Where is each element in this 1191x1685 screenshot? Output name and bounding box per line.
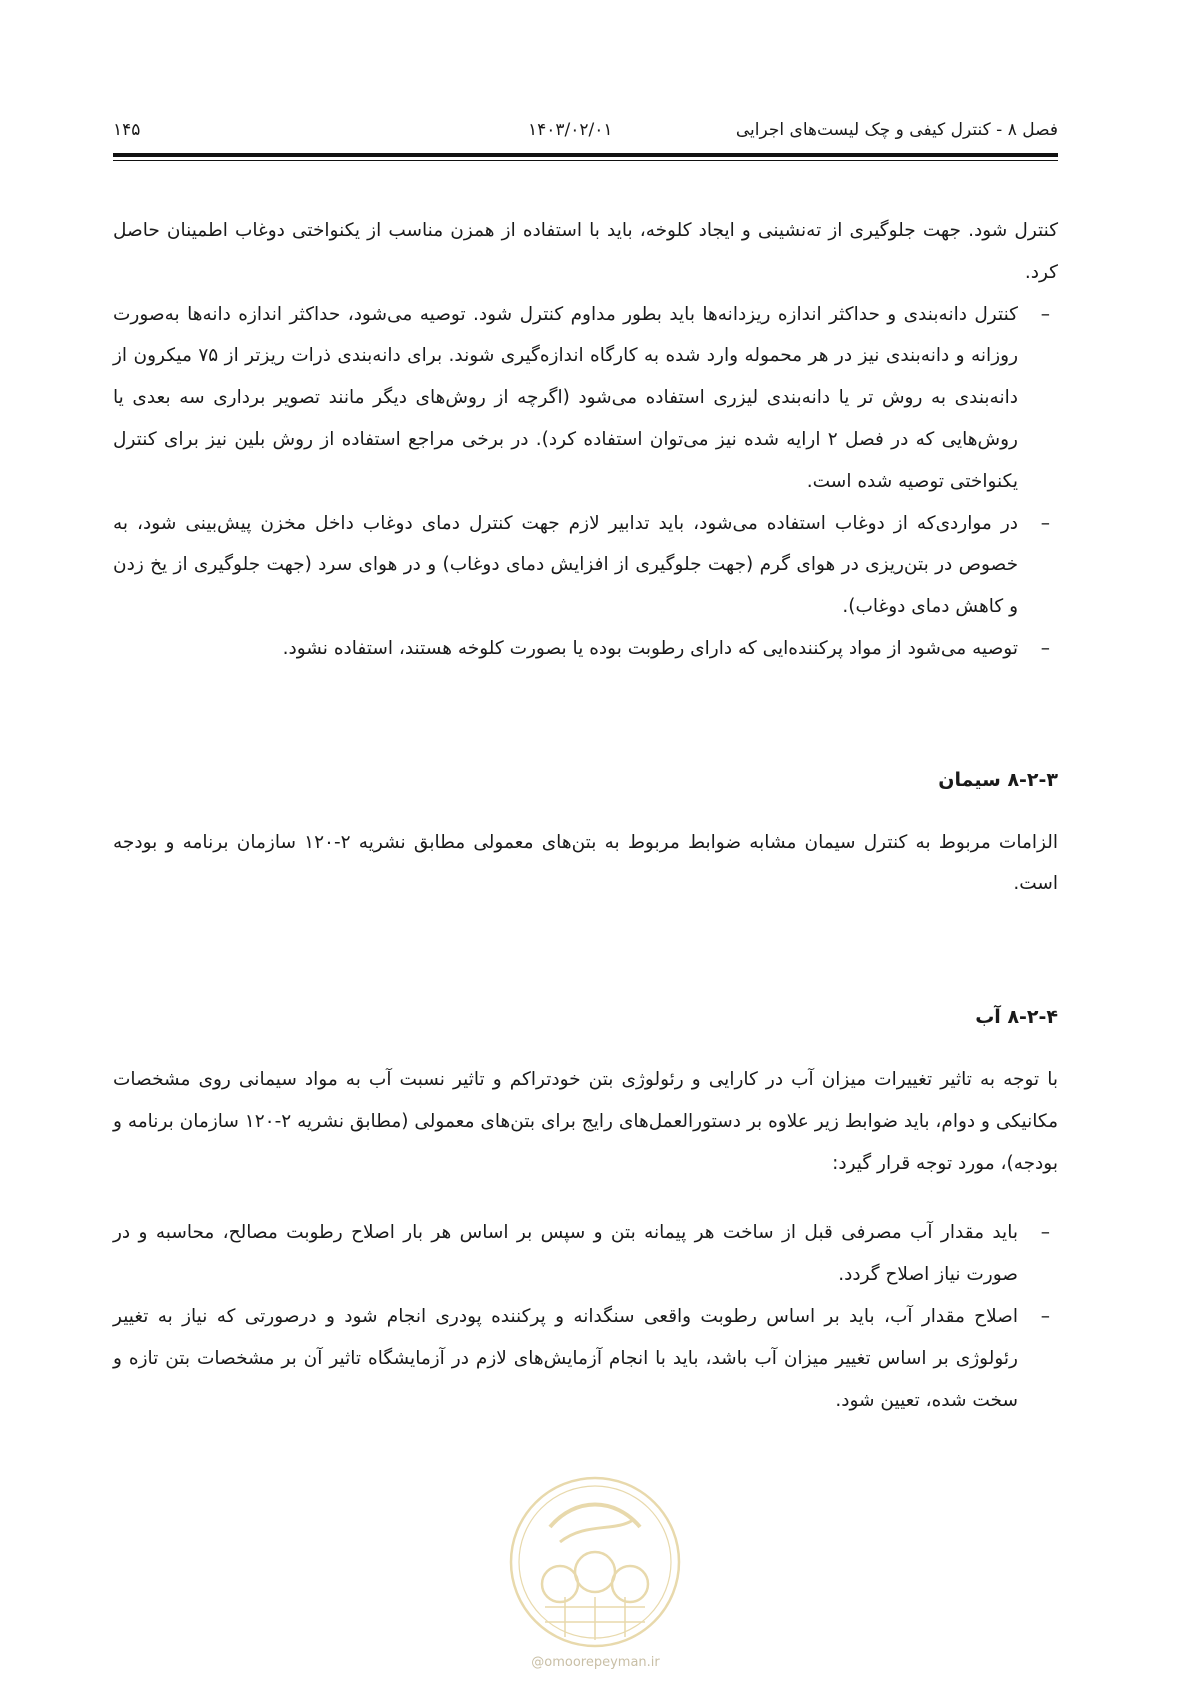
dash-bullet: – [1040, 303, 1050, 325]
dash-bullet: – [1040, 1305, 1050, 1327]
cement-heading: ۸-۲-۳ سیمان [938, 768, 1058, 791]
dash-bullet: – [1040, 1222, 1050, 1244]
list-item-text: باید مقدار آب مصرفی قبل از ساخت هر پیمانه بتن و سپس بر اساس هر بار اصلاح رطوبت مصالح، محاسبه و در صورت نیاز اصلاح گردد. [113, 1222, 1018, 1286]
watermark-seal [505, 1472, 685, 1652]
page-body [113, 210, 1058, 1421]
header-date: ۱۴۰۳/۰۲/۰۱ [528, 120, 613, 140]
dash-bullet: – [1040, 512, 1050, 534]
page-number: ۱۴۵ [113, 120, 141, 140]
list-item-text: کنترل دانه‌بندی و حداکثر اندازه ریزدانه‌ها باید بطور مداوم کنترل شود. توصیه می‌شود، حداکثر اندازه دانه‌ها به‌صورت روزانه و دانه‌بندی نیز در هر محموله وارد شده به کارگاه اندازه‌گیری شوند. برای دانه‌بندی ذرات ریزتر از ۷۵ میکرون از دانه‌بندی به روش تر یا دانه‌بندی لیزری استفاده می‌شود (اگرچه از روش‌های دیگر مانند تصویر برداری سه بعدی یا روش‌هایی که در فصل ۲ ارایه شده نیز می‌توان استفاده کرد). در برخی مراجع استفاده از روش بلین نیز برای کنترل یکنواختی توصیه شده است. [113, 303, 1018, 492]
water-paragraph: با توجه به تاثیر تغییرات میزان آب در کارایی و رئولوژی بتن خودتراکم و تاثیر نسبت آب به مواد سیمانی روی مشخصات مکانیکی و دوام، باید ضوابط زیر علاوه بر دستورالعمل‌های رایج برای بتن‌های معمولی (مطابق نشریه ۲-۱۲۰ سازمان برنامه و بودجه)، مورد توجه قرار گیرد: [113, 1068, 1058, 1174]
water-heading: ۸-۲-۴ آب [975, 1006, 1058, 1029]
list-item-text: اصلاح مقدار آب، باید بر اساس رطوبت واقعی سنگدانه و پرکننده پودری انجام شود و درصورتی که نیاز به تغییر رئولوژی بر اساس تغییر میزان آب باشد، باید با انجام آزمایش‌های لازم در آزمایشگاه تاثیر آن بر مشخصات بتن تازه و سخت شده، تعیین شود. [113, 1305, 1018, 1411]
header-rule-thin [113, 160, 1058, 161]
list-item-text: در مواردی‌که از دوغاب استفاده می‌شود، باید تدابیر لازم جهت کنترل دمای دوغاب داخل مخزن پیش‌بینی شود، به خصوص در بتن‌ریزی در هوای گرم (جهت جلوگیری از افزایش دمای دوغاب) و در هوای سرد (جهت جلوگیری از یخ زدن و کاهش دمای دوغاب). [113, 512, 1018, 618]
water-requirements-list [113, 1212, 1058, 1421]
list-item [113, 628, 1058, 670]
intro-paragraph: کنترل شود. جهت جلوگیری از ته‌نشینی و ایجاد کلوخه، باید با استفاده از همزن مناسب از یکنواختی دوغاب اطمینان حاصل کرد. [113, 220, 1058, 283]
list-item [113, 294, 1058, 503]
filler-control-list [113, 294, 1058, 670]
watermark-handle: @omoorepeyman.ir [531, 1655, 660, 1670]
chapter-title: فصل ۸ - کنترل کیفی و چک لیست‌های اجرایی [735, 120, 1058, 140]
list-item [113, 1212, 1058, 1296]
cement-paragraph: الزامات مربوط به کنترل سیمان مشابه ضوابط مربوط به بتن‌های معمولی مطابق نشریه ۲-۱۲۰ سازمان برنامه و بودجه است. [113, 831, 1058, 895]
list-item [113, 503, 1058, 628]
header-rule-thick [113, 153, 1058, 157]
list-item [113, 1296, 1058, 1421]
dash-bullet: – [1040, 637, 1050, 659]
page-header [113, 112, 1058, 146]
list-item-text: توصیه می‌شود از مواد پرکننده‌ایی که دارای رطوبت بوده یا بصورت کلوخه هستند، استفاده نشود. [282, 637, 1018, 659]
